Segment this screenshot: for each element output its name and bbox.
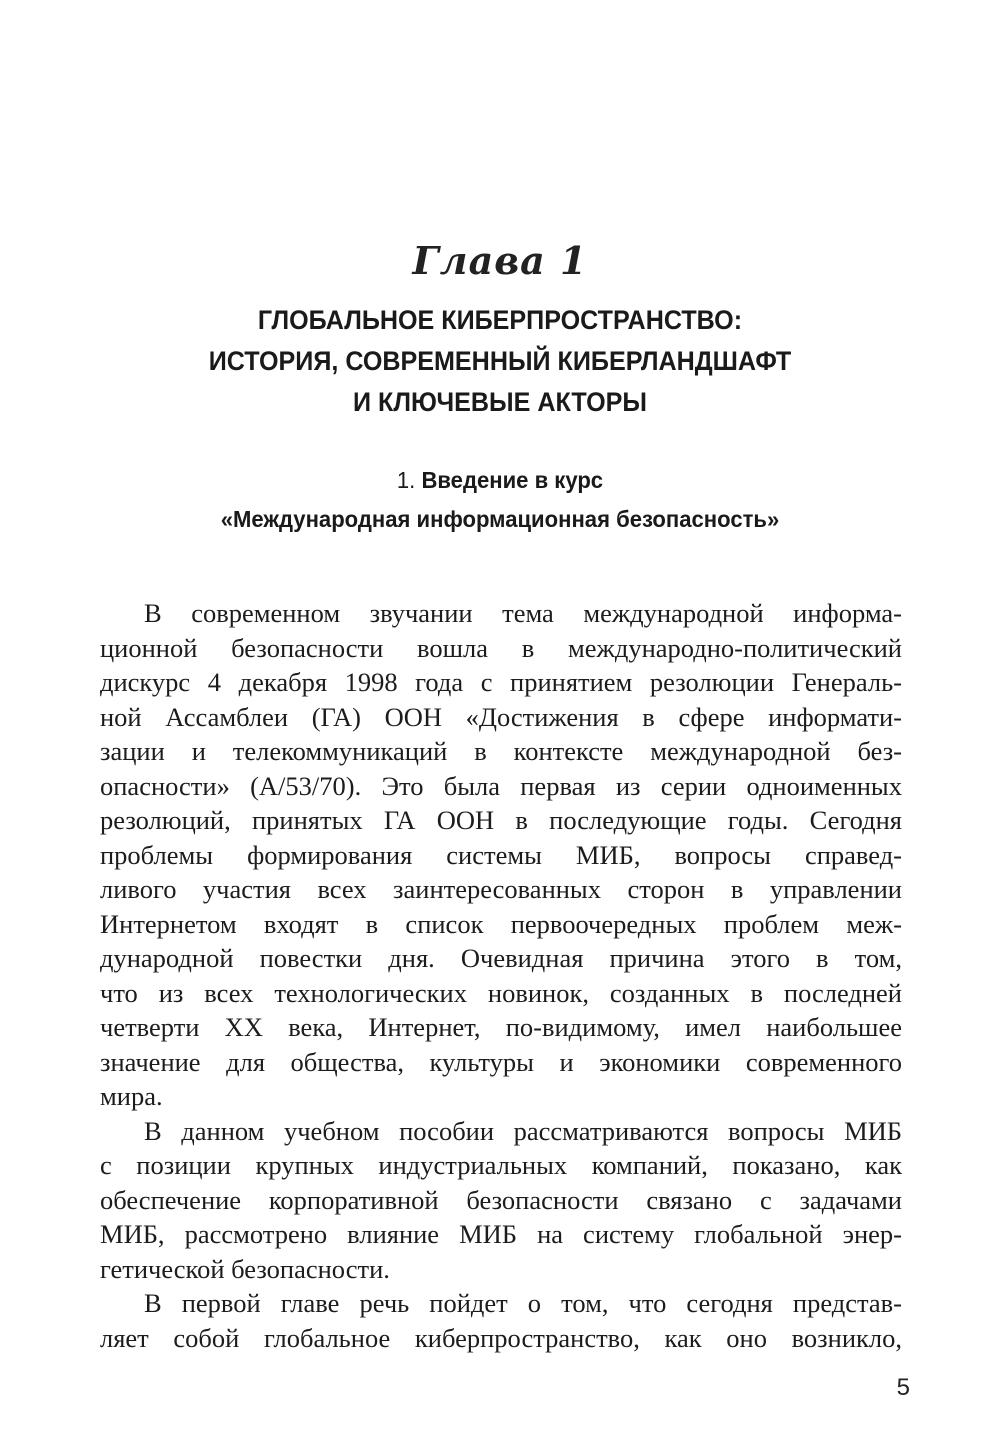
text-line: ционной безопасности вошла в международно-политический xyxy=(100,632,902,663)
text-line: обеспечение корпоративной безопасности связано с задачами xyxy=(100,1184,902,1215)
text-line: ляет собой глобальное киберпространство, как оно возникло, xyxy=(100,1322,902,1353)
chapter-title-line: ГЛОБАЛЬНОЕ КИБЕРПРОСТРАНСТВО: xyxy=(257,305,743,335)
body-text xyxy=(100,596,902,1355)
text-line: значение для общества, культуры и экономики современного xyxy=(100,1046,902,1077)
text-line: ной Ассамблеи (ГА) ООН «Достижения в сфере информати- xyxy=(100,701,902,732)
section-title-line: «Международная информационная безопасность» xyxy=(220,506,780,532)
section-title xyxy=(20,461,980,539)
text-line: что из всех технологических новинок, созданных в последней xyxy=(100,977,902,1008)
text-line: В данном учебном пособии рассматриваются вопросы МИБ xyxy=(144,1115,902,1146)
chapter-title-line: ИСТОРИЯ, СОВРЕМЕННЫЙ КИБЕРЛАНДШАФТ xyxy=(208,346,792,376)
text-line: зации и телекоммуникаций в контексте международной без- xyxy=(100,736,902,766)
text-line: с позиции крупных индустриальных компаний, показано, как xyxy=(100,1150,902,1180)
text-line: опасности» (A/53/70). Это была первая из серии одноименных xyxy=(100,770,902,801)
text-line: мира. xyxy=(100,1081,163,1111)
section-number: 1. xyxy=(396,467,416,493)
text-line: резолюций, принятых ГА ООН в последующие годы. Сегодня xyxy=(100,805,902,835)
chapter-title-line: И КЛЮЧЕВЫЕ АКТОРЫ xyxy=(352,387,648,417)
text-line: В современном звучании тема международной информа- xyxy=(144,598,902,628)
text-line: четверти XX века, Интернет, по-видимому, имел наибольшее xyxy=(100,1012,902,1042)
chapter-title xyxy=(35,300,965,423)
paragraph xyxy=(100,1114,902,1287)
text-line: дискурс 4 декабря 1998 года с принятием резолюции Генераль- xyxy=(100,667,902,697)
chapter-label: Глава 1 xyxy=(412,238,588,283)
text-line: дународной повестки дня. Очевидная причина этого в том, xyxy=(100,943,902,973)
paragraph xyxy=(100,596,902,1114)
text-line: гетической безопасности. xyxy=(100,1253,390,1284)
section-title-line: Введение в курс xyxy=(421,467,604,493)
text-line: МИБ, рассмотрено влияние МИБ на систему глобальной энер- xyxy=(100,1219,902,1249)
paragraph xyxy=(100,1286,902,1355)
text-line: Интернетом входят в список первоочередных проблем меж- xyxy=(100,908,902,939)
text-line: ливого участия всех заинтересованных сторон в управлении xyxy=(100,874,902,904)
page-number: 5 xyxy=(896,1374,910,1401)
text-line: проблемы формирования системы МИБ, вопросы справед- xyxy=(100,839,902,870)
text-line: В первой главе речь пойдет о том, что сегодня представ- xyxy=(144,1288,902,1318)
